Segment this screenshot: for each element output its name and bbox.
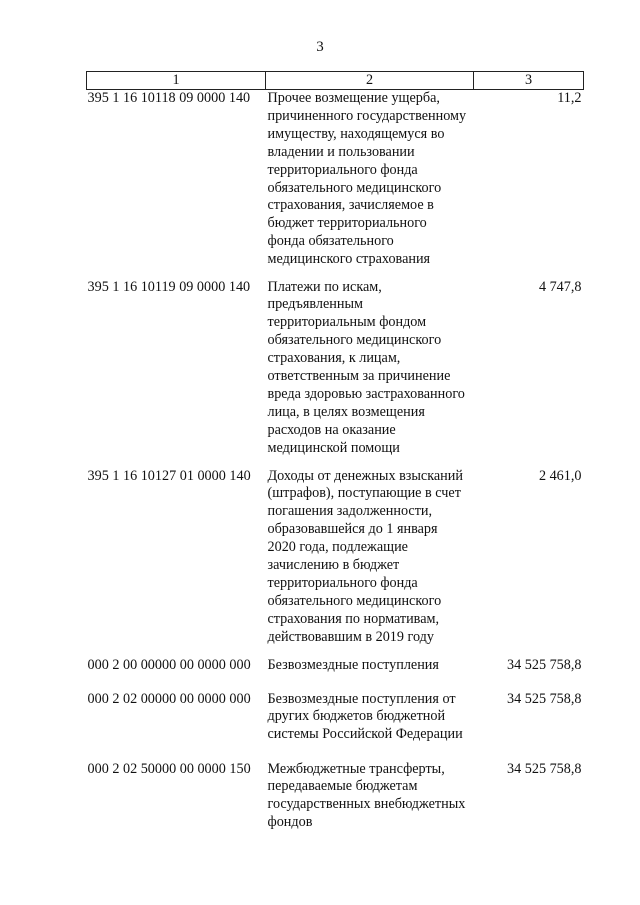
row-name-line: страхования по нормативам,	[267, 610, 440, 627]
row-name-line: причиненного государственному	[267, 107, 467, 124]
row-name	[266, 761, 474, 833]
row-name-line: обязательного медицинского	[267, 332, 442, 349]
row-name-line: фондов	[267, 814, 313, 831]
table-body	[87, 90, 584, 833]
row-amount: 34 525 758,8	[507, 656, 582, 673]
row-name-line: действовавшим в 2019 году	[267, 628, 434, 645]
row-amount: 34 525 758,8	[507, 760, 582, 777]
row-code: 000 2 00 00000 00 0000 000	[87, 656, 251, 673]
row-name	[266, 90, 474, 279]
table-row	[87, 468, 584, 657]
row-name	[266, 691, 474, 761]
row-name-line: обязательного медицинского	[267, 592, 442, 609]
row-code: 395 1 16 10119 09 0000 140	[87, 278, 251, 295]
table-row	[87, 761, 584, 833]
row-name-line: Прочее возмещение ущерба,	[267, 90, 440, 106]
header-col-name: 2	[266, 72, 474, 90]
row-name-line: образовавшейся до 1 января	[267, 521, 438, 538]
table-row	[87, 691, 584, 761]
row-amount: 4 747,8	[538, 278, 582, 295]
row-name	[266, 657, 474, 691]
row-name	[266, 468, 474, 657]
row-name-line: страхования, зачисляемое в	[267, 197, 434, 214]
row-name-line: Безвозмездные поступления	[267, 656, 439, 673]
row-amount: 2 461,0	[538, 467, 582, 484]
row-code: 395 1 16 10118 09 0000 140	[87, 90, 251, 106]
row-name-line: расходов на оказание	[267, 421, 396, 438]
row-name-line: Платежи по искам,	[267, 278, 382, 295]
row-name-line: предъявленным	[267, 296, 363, 313]
row-name-line: владении и пользовании	[267, 143, 415, 160]
row-name-line: медицинского страхования	[267, 251, 431, 268]
row-name-line: обязательного медицинского	[267, 179, 442, 196]
table-row	[87, 657, 584, 691]
row-name-line: фонда обязательного	[267, 233, 394, 250]
row-amount: 11,2	[557, 90, 582, 106]
row-code: 000 2 02 00000 00 0000 000	[87, 690, 251, 707]
row-name-line: Безвозмездные поступления от	[267, 690, 456, 707]
row-name-line: страхования, к лицам,	[267, 350, 401, 367]
row-name-line: других бюджетов бюджетной	[267, 708, 446, 725]
header-col-code: 1	[87, 72, 266, 90]
row-name-line: системы Российской Федерации	[267, 726, 463, 743]
table-row	[87, 279, 584, 468]
row-name-line: 2020 года, подлежащие	[267, 539, 408, 556]
row-name-line: бюджет территориального	[267, 215, 427, 232]
row-name-line: имуществу, находящемуся во	[267, 125, 445, 142]
row-name-line: Доходы от денежных взысканий	[267, 467, 463, 484]
row-name-line: медицинской помощи	[267, 439, 400, 456]
table-row	[87, 90, 584, 279]
row-name	[266, 279, 474, 468]
row-name-line: зачислению в бюджет	[267, 557, 400, 574]
row-name-line: вреда здоровью застрахованного	[267, 385, 465, 402]
row-name-line: погашения задолженности,	[267, 503, 433, 520]
revenue-table	[86, 71, 584, 833]
row-name-line: ответственным за причинение	[267, 368, 451, 385]
row-code: 395 1 16 10127 01 0000 140	[87, 467, 251, 484]
page-number: 3	[316, 39, 324, 55]
row-name-line: Межбюджетные трансферты,	[267, 760, 445, 777]
header-col-amount: 3	[474, 72, 584, 90]
row-amount: 34 525 758,8	[507, 690, 582, 707]
row-name-line: территориального фонда	[267, 161, 418, 178]
row-name-line: (штрафов), поступающие в счет	[267, 485, 461, 502]
row-code: 000 2 02 50000 00 0000 150	[87, 760, 251, 777]
table-header	[87, 72, 584, 90]
row-name-line: территориальным фондом	[267, 314, 427, 331]
row-name-line: государственных внебюджетных	[267, 796, 466, 813]
row-name-line: лица, в целях возмещения	[267, 403, 425, 420]
row-name-line: передаваемые бюджетам	[267, 778, 418, 795]
row-name-line: территориального фонда	[267, 574, 418, 591]
